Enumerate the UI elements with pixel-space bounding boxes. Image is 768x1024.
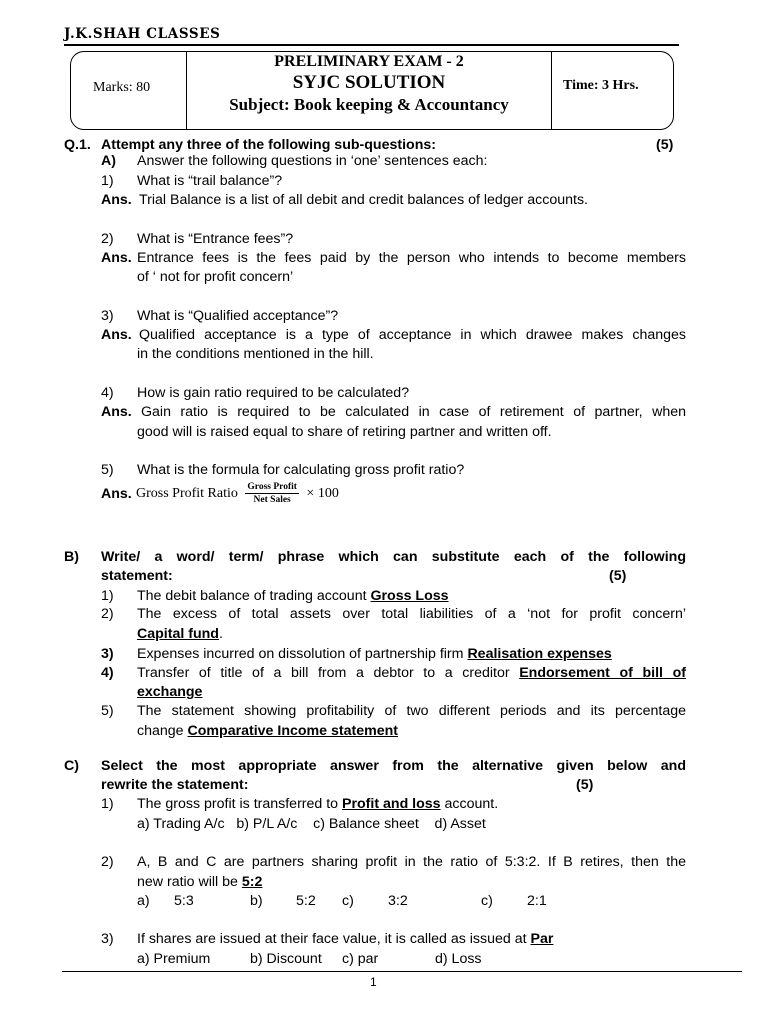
b4-number: 4): [101, 665, 114, 681]
a2-answer-line2: of ‘ not for profit concern’: [137, 269, 294, 285]
section-c-heading-line1: Select the most appropriate answer from the alternative given below and: [101, 758, 686, 774]
c3-item: [137, 931, 553, 947]
q1-label: Q.1.: [64, 137, 91, 153]
c1-options: a) Trading A/c b) P/L A/c c) Balance sheet d) Asset: [137, 816, 486, 832]
c1-tail: account.: [444, 796, 499, 812]
section-c-marks: (5): [576, 777, 594, 793]
a1-question: What is “trail balance”?: [137, 173, 283, 189]
c2-text-line1: A, B and C are partners sharing profit in the ratio of 5:3:2. If B retires, then the: [137, 854, 686, 870]
c2-option-a-label: a): [137, 893, 150, 909]
c1-answer: Profit and loss: [342, 796, 441, 812]
b5-line2: [137, 723, 398, 739]
formula-numerator: Gross Profit: [247, 482, 297, 493]
section-b-heading-line2: statement:: [101, 568, 173, 584]
b3-number: 3): [101, 646, 114, 662]
b4-answer-part2: exchange: [137, 684, 203, 700]
section-b-marks: (5): [609, 568, 627, 584]
a4-ans-label: Ans.: [101, 404, 132, 420]
c2-option-d-value: 2:1: [527, 893, 547, 909]
b4-answer-line2: [137, 684, 202, 700]
solution-title: SYJC SOLUTION: [292, 72, 446, 93]
c2-answer: 5:2: [241, 874, 263, 890]
subject-title: Subject: Book keeping & Accountancy: [229, 95, 509, 114]
b5-number: 5): [101, 703, 114, 719]
b2-tail: .: [218, 626, 223, 642]
b4-item: [137, 665, 686, 681]
b1-answer: Gross Loss: [370, 588, 449, 604]
c2-option-b-value: 5:2: [296, 893, 316, 909]
a4-answer-line2: good will is raised equal to share of retiring partner and written off.: [137, 424, 552, 440]
b3-answer: Realisation expenses: [467, 646, 612, 662]
b4-answer-part1: Endorsement of bill of: [519, 665, 686, 681]
q1-marks: (5): [656, 137, 674, 153]
a5-ans-label: Ans.: [101, 486, 132, 502]
c3-text: If shares are issued at their face value, it is called as issued at: [137, 931, 527, 947]
c2-option-b-label: b): [250, 893, 263, 909]
header-divider-right: [551, 51, 552, 130]
a5-number: 5): [101, 462, 114, 478]
c2-option-a-value: 5:3: [174, 893, 194, 909]
c3-answer: Par: [530, 931, 554, 947]
b3-item: [137, 646, 612, 662]
a3-question: What is “Qualified acceptance”?: [137, 308, 339, 324]
b1-item: [137, 588, 449, 604]
c3-option-b: b) Discount: [250, 951, 322, 967]
a4-number: 4): [101, 385, 114, 401]
b2-text: The excess of total assets over total liabilities of a ‘not for profit concern’: [137, 606, 686, 622]
b4-text: Transfer of title of a bill from a debtor to a creditor: [137, 665, 510, 681]
formula-fraction: [245, 481, 299, 506]
section-b-label: B): [64, 549, 79, 565]
c3-option-a: a) Premium: [137, 951, 211, 967]
c3-number: 3): [101, 931, 114, 947]
marks-label: Marks: 80: [93, 80, 151, 95]
formula-denominator: Net Sales: [253, 495, 291, 506]
formula-label: Gross Profit Ratio: [136, 486, 238, 501]
section-b-heading-line1: Write/ a word/ term/ phrase which can substitute each of the following: [101, 549, 686, 565]
b5-text-line2: change: [137, 723, 184, 739]
b3-text: Expenses incurred on dissolution of partnership firm: [137, 646, 464, 662]
b1-number: 1): [101, 588, 114, 604]
a2-answer-line1: Entrance fees is the fees paid by the person who intends to become members: [137, 250, 686, 266]
a1-number: 1): [101, 173, 114, 189]
c2-option-d-label: c): [481, 893, 493, 909]
a2-number: 2): [101, 231, 114, 247]
b5-text-line1: The statement showing profitability of two different periods and its percentage: [137, 703, 686, 719]
time-label: Time: 3 Hrs.: [563, 78, 639, 93]
a2-question: What is “Entrance fees”?: [137, 231, 294, 247]
header-rule: [64, 44, 679, 46]
exam-title: PRELIMINARY EXAM - 2: [274, 53, 464, 70]
a5-question: What is the formula for calculating gross profit ratio?: [137, 462, 465, 478]
c1-number: 1): [101, 796, 114, 812]
a2-ans-label: Ans.: [101, 250, 132, 266]
a4-answer-line1: Gain ratio is required to be calculated in case of retirement of partner, when: [141, 404, 686, 420]
a3-answer-line1: Qualified acceptance is a type of acceptance in which drawee makes changes: [139, 327, 686, 343]
formula-multiplier: × 100: [306, 486, 339, 501]
institute-name: J.K.SHAH CLASSES: [64, 26, 221, 42]
q1-heading: Attempt any three of the following sub-questions:: [101, 137, 436, 153]
a1-ans-label: Ans.: [101, 192, 132, 208]
footer-rule: [62, 971, 742, 972]
section-c-label: C): [64, 758, 79, 774]
c2-option-c-value: 3:2: [388, 893, 408, 909]
c2-number: 2): [101, 854, 114, 870]
c1-item: [137, 796, 498, 812]
c2-text-line2: new ratio will be: [137, 874, 238, 890]
b2-number: 2): [101, 606, 114, 622]
b2-answer-line: [137, 626, 223, 642]
c1-text: The gross profit is transferred to: [137, 796, 339, 812]
a3-ans-label: Ans.: [101, 327, 132, 343]
a4-question: How is gain ratio required to be calculated?: [137, 385, 410, 401]
c3-option-d: d) Loss: [435, 951, 482, 967]
a3-answer-line2: in the conditions mentioned in the hill.: [137, 346, 374, 362]
b2-answer: Capital fund: [137, 626, 219, 642]
b5-answer: Comparative Income statement: [187, 723, 399, 739]
section-a-label: A): [101, 153, 116, 169]
c2-option-c-label: c): [342, 893, 354, 909]
gp-ratio-formula: [136, 480, 339, 508]
c3-option-c: c) par: [342, 951, 379, 967]
a1-answer: Trial Balance is a list of all debit and credit balances of ledger accounts.: [139, 192, 588, 208]
page-number: 1: [370, 975, 377, 989]
a3-number: 3): [101, 308, 114, 324]
b1-text: The debit balance of trading account: [137, 588, 367, 604]
c2-line2: [137, 874, 262, 890]
section-c-heading-line2: rewrite the statement:: [101, 777, 249, 793]
section-a-heading: Answer the following questions in ‘one’ sentences each:: [137, 153, 488, 169]
